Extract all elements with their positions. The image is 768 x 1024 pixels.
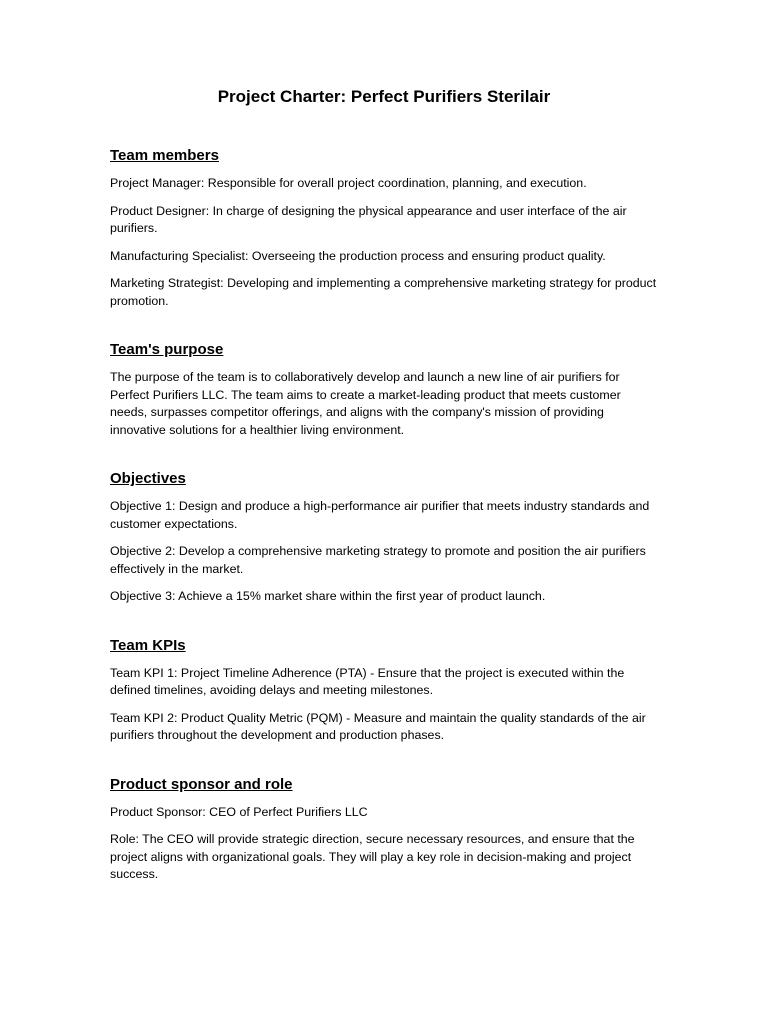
paragraph: Team KPI 1: Project Timeline Adherence (PTA) - Ensure that the project is executed within the defined timelines, avoiding delays and meeting milestones. <box>110 665 625 697</box>
paragraph: Team KPI 2: Product Quality Metric (PQM) - Measure and maintain the quality standards of the air purifiers throughout the development and production phases. <box>110 710 646 742</box>
section-team-members <box>110 146 658 310</box>
paragraph: Product Sponsor: CEO of Perfect Purifiers LLC <box>110 804 368 819</box>
paragraph: The purpose of the team is to collaboratively develop and launch a new line of air purifiers for Perfect Purifiers LLC. The team aims to create a market-leading product that meets customer needs, surpasses competitor offerings, and aligns with the company's mission of providing innovative solutions for a healthier living environment. <box>110 370 621 437</box>
section-heading: Product sponsor and role <box>110 775 293 793</box>
document-title: Project Charter: Perfect Purifiers Sterilair <box>217 87 551 106</box>
paragraph: Project Manager: Responsible for overall project coordination, planning, and execution. <box>110 176 587 190</box>
paragraph: Manufacturing Specialist: Overseeing the production process and ensuring product quality. <box>110 248 606 263</box>
section-objectives <box>110 469 658 606</box>
paragraph: Objective 1: Design and produce a high-performance air purifier that meets industry standards and customer expectations. <box>110 499 650 531</box>
section-heading: Team members <box>110 147 219 164</box>
document-page <box>110 86 658 894</box>
section-heading: Team KPIs <box>110 636 186 654</box>
paragraph: Marketing Strategist: Developing and implementing a comprehensive marketing strategy for product promotion. <box>110 276 657 308</box>
paragraph: Role: The CEO will provide strategic direction, secure necessary resources, and ensure that the project aligns with organizational goals. They will play a key role in decision-making and project success. <box>110 832 635 881</box>
section-heading: Team's purpose <box>110 341 224 358</box>
section-product-sponsor <box>110 775 658 884</box>
paragraph: Objective 2: Develop a comprehensive marketing strategy to promote and position the air purifiers effectively in the market. <box>110 544 646 576</box>
paragraph: Objective 3: Achieve a 15% market share within the first year of product launch. <box>110 589 546 603</box>
section-heading: Objectives <box>110 470 186 487</box>
section-teams-purpose <box>110 340 658 439</box>
paragraph: Product Designer: In charge of designing the physical appearance and user interface of the air purifiers. <box>110 203 627 235</box>
section-team-kpis <box>110 636 658 745</box>
